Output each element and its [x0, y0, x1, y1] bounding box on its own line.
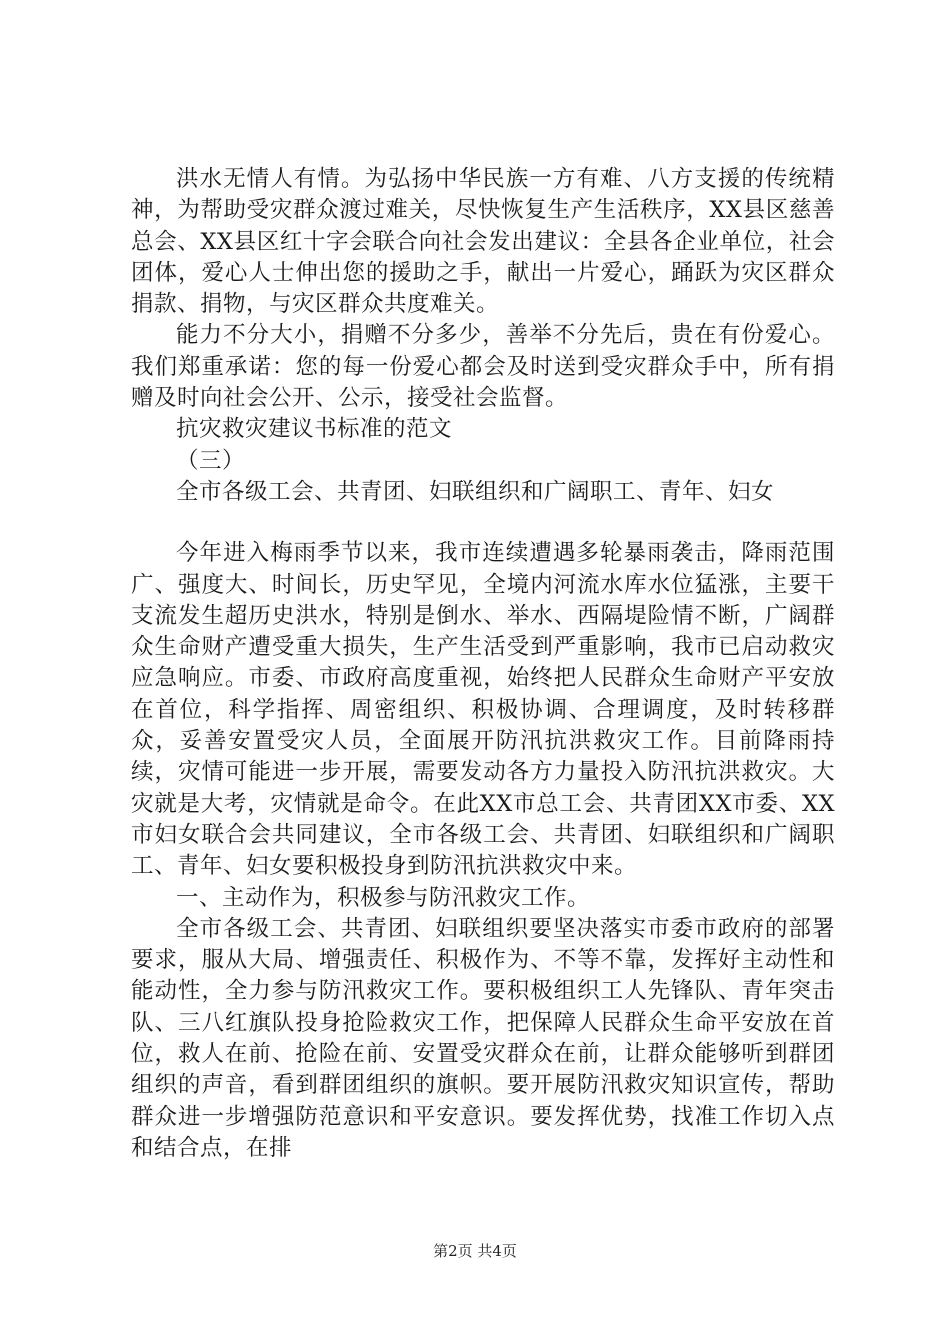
section-title: 抗灾救灾建议书标准的范文 [176, 416, 453, 443]
section-number: （三） [176, 447, 246, 474]
paragraph-main: 今年进入梅雨季节以来，我市连续遭遇多轮暴雨袭击，降雨范围广、强度大、时间长，历史罕见，全境内河流水库水位猛涨，主要干支流发生超历史洪水，特别是倒水、举水、西隔堤险情不断，广阔群众生命财产遭受重大损失，生产生活受到严重影响，我市已启动救灾应急响应。市委、市政府高度重视，始终把人民群众生命财产平安放在首位，科学指挥、周密组织、积极协调、合理调度，及时转移群众，妥善安置受灾人员，全面展开防汛抗洪救灾工作。目前降雨持续，灾情可能进一步开展，需要发动各方力量投入防汛抗洪救灾。大灾就是大考，灾情就是命令。在此XX市总工会、共青团XX市委、XX市妇女联合会共同建议，全市各级工会、共青团、妇联组织和广阔职工、青年、妇女要积极投身到防汛抗洪救灾中来。 [131, 540, 835, 880]
paragraph-pledge: 能力不分大小，捐赠不分多少，善举不分先后，贵在有份爱心。我们郑重承诺：您的每一份爱心都会及时送到受灾群众手中，所有捐赠及时向社会公开、公示，接受社会监督。 [131, 322, 835, 412]
page-footer: 第2页 共4页 [433, 1242, 517, 1260]
blank-gap [131, 508, 835, 538]
addressee-line: 全市各级工会、共青团、妇联组织和广阔职工、青年、妇女 [176, 478, 775, 505]
paragraph-appeal: 洪水无情人有情。为弘扬中华民族一方有难、八方支援的传统精神，为帮助受灾群众渡过难关，尽快恢复生产生活秩序，XX县区慈善总会、XX县区红十字会联合向社会发出建议：全县各企业单位，社会团体，爱心人士伸出您的援助之手，献出一片爱心，踊跃为灾区群众捐款、捐物，与灾区群众共度难关。 [131, 166, 835, 318]
paragraph-last: 全市各级工会、共青团、妇联组织要坚决落实市委市政府的部署要求，服从大局、增强责任、积极作为、不等不靠，发挥好主动性和能动性，全力参与防汛救灾工作。要积极组织工人先锋队、青年突击队、三八红旗队投身抢险救灾工作，把保障人民群众生命平安放在首位，救人在前、抢险在前、安置受灾群众在前，让群众能够听到群团组织的声音，看到群团组织的旗帜。要开展防汛救灾知识宣传，帮助群众进一步增强防范意识和平安意识。要发挥优势，找准工作切入点和结合点，在排 [131, 915, 835, 1161]
heading-one: 一、主动作为，积极参与防汛救灾工作。 [176, 884, 591, 911]
document-body [131, 164, 835, 1164]
